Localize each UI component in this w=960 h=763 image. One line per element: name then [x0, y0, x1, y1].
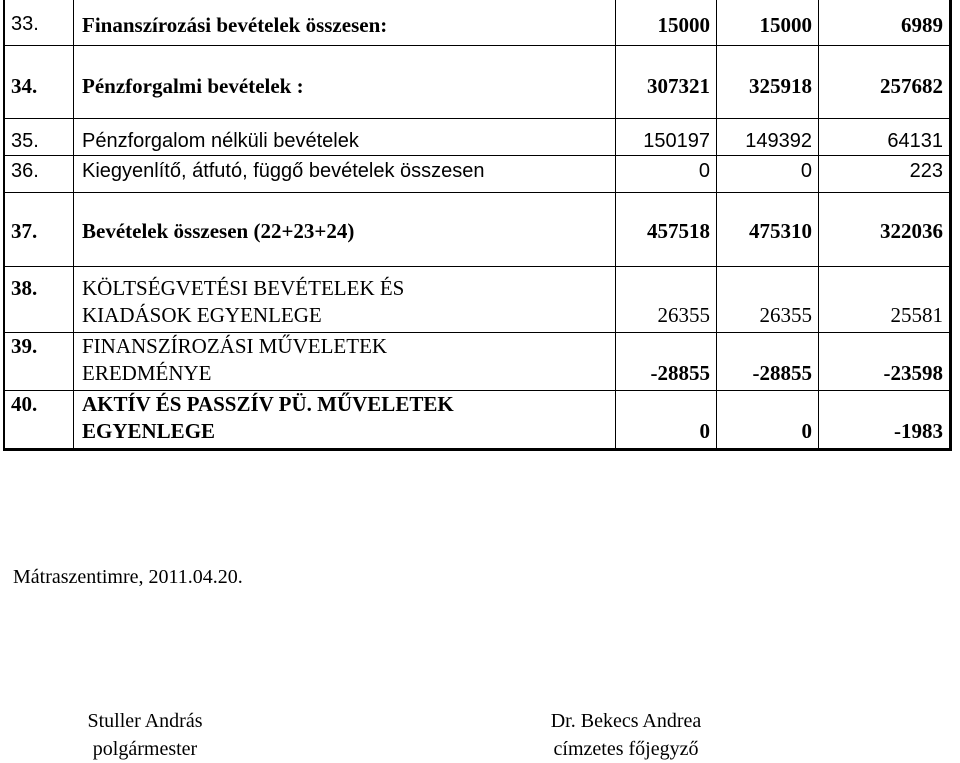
signature-block-right — [516, 707, 736, 763]
row-label-line-1: FINANSZÍROZÁSI MŰVELETEK — [82, 334, 388, 358]
row-label: Kiegyenlítő, átfutó, függő bevételek összesen — [82, 160, 485, 182]
signatory-name: Dr. Bekecs Andrea — [550, 710, 702, 732]
table-row — [5, 0, 949, 46]
value-col-1: 150197 — [643, 130, 710, 152]
row-label-line-2: EREDMÉNYE — [82, 361, 212, 385]
place-and-date: Mátraszentimre, 2011.04.20. — [13, 566, 243, 588]
row-number: 39. — [11, 334, 38, 358]
row-number: 40. — [11, 392, 38, 416]
signature-block-left — [50, 707, 240, 763]
value-col-3: 25581 — [890, 303, 943, 327]
table-row — [5, 391, 949, 448]
row-label-line-1: AKTÍV ÉS PASSZÍV PÜ. MŰVELETEK — [82, 392, 454, 416]
signatory-name: Stuller András — [87, 710, 203, 732]
row-label-line-2: EGYENLEGE — [82, 419, 216, 443]
value-col-2: 325918 — [749, 74, 812, 98]
row-number: 38. — [11, 276, 38, 300]
value-col-1: 307321 — [647, 74, 710, 98]
row-label: Pénzforgalmi bevételek : — [82, 74, 304, 98]
value-col-3: 223 — [909, 160, 943, 182]
value-col-2: 0 — [800, 160, 812, 182]
value-col-3: 6989 — [901, 13, 943, 37]
table-row — [5, 267, 949, 333]
value-col-3: 257682 — [880, 74, 943, 98]
value-col-2: 26355 — [759, 303, 812, 327]
table-row — [5, 46, 949, 119]
row-label: Bevételek összesen (22+23+24) — [82, 219, 355, 243]
row-label: Finanszírozási bevételek összesen: — [82, 13, 388, 37]
row-number: 37. — [11, 219, 38, 243]
value-col-3: -1983 — [894, 419, 943, 443]
value-col-1: 0 — [699, 419, 710, 443]
table-row — [5, 119, 949, 156]
value-col-2: 15000 — [759, 13, 812, 37]
table-row — [5, 333, 949, 391]
row-number: 36. — [11, 160, 39, 182]
row-number: 35. — [11, 130, 39, 152]
value-col-3: -23598 — [883, 361, 943, 385]
row-label: Pénzforgalom nélküli bevételek — [82, 130, 359, 152]
signatory-title: címzetes főjegyző — [553, 738, 699, 760]
table-row — [5, 193, 949, 267]
value-col-1: 15000 — [657, 13, 710, 37]
value-col-1: 0 — [698, 160, 710, 182]
value-col-2: -28855 — [752, 361, 812, 385]
budget-table — [3, 0, 952, 451]
value-col-1: -28855 — [650, 361, 710, 385]
signatory-title: polgármester — [92, 738, 198, 760]
value-col-1: 457518 — [647, 219, 710, 243]
row-label-line-1: KÖLTSÉGVETÉSI BEVÉTELEK ÉS — [82, 276, 405, 300]
value-col-2: 0 — [801, 419, 812, 443]
value-col-3: 322036 — [880, 219, 943, 243]
row-number: 33. — [11, 13, 39, 35]
value-col-3: 64131 — [887, 130, 943, 152]
table-row — [5, 156, 949, 193]
value-col-2: 475310 — [749, 219, 812, 243]
value-col-1: 26355 — [657, 303, 710, 327]
value-col-2: 149392 — [745, 130, 812, 152]
row-label-line-2: KIADÁSOK EGYENLEGE — [82, 303, 322, 327]
row-number: 34. — [11, 74, 38, 98]
